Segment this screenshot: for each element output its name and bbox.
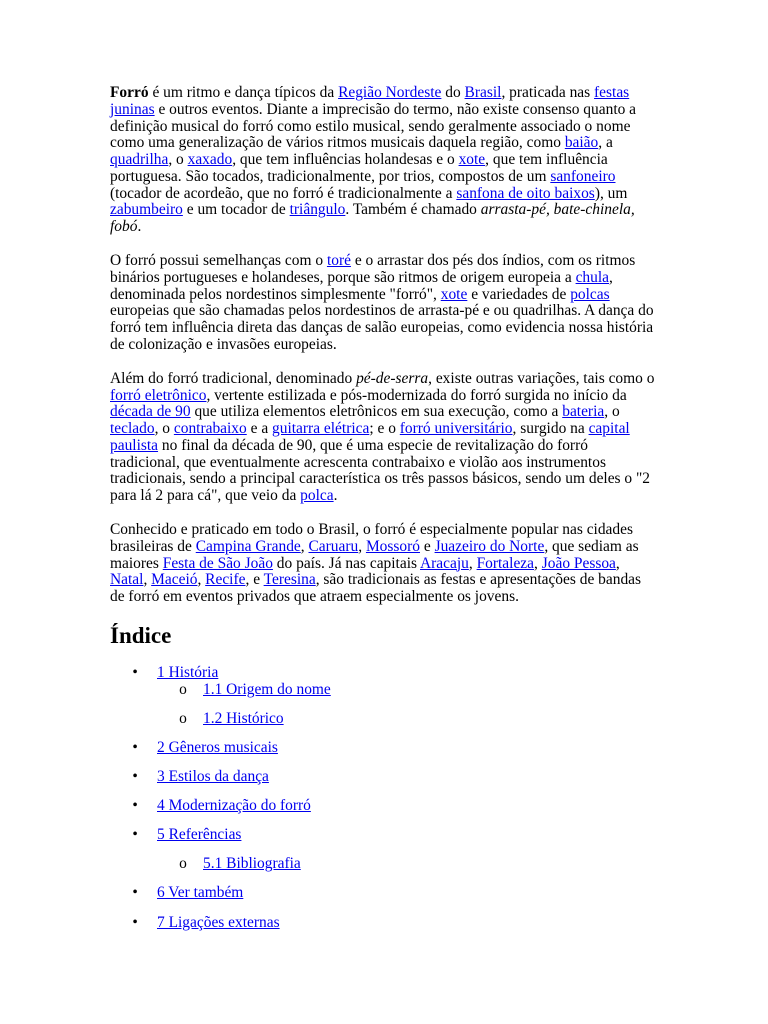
text-run: , são tradicionais as festas e apresentações de bandas (315, 571, 642, 589)
text-line (110, 539, 710, 556)
text-run: Além do forró tradicional, denominado (110, 369, 357, 387)
text-run: , que tem influência (485, 151, 608, 168)
text-run: ; e o (369, 420, 400, 437)
link-paulista[interactable]: paulista (110, 436, 159, 454)
link-juninas[interactable]: juninas (110, 100, 155, 118)
link-quadrilha[interactable]: quadrilha (110, 151, 169, 168)
text-line (110, 488, 710, 505)
text-line (110, 438, 710, 455)
text-run: . Também é chamado (345, 201, 481, 219)
text-run: ), um (594, 184, 628, 202)
circle-bullet-icon: o (179, 680, 187, 698)
link-festas[interactable]: festas (594, 84, 630, 101)
link-capital[interactable]: capital (588, 420, 630, 437)
text-run: e um tocador de (182, 201, 290, 219)
text-run: . (137, 218, 142, 235)
text-run: , a (598, 134, 613, 152)
text-run: . (333, 487, 338, 504)
article-paragraph (110, 522, 710, 606)
text-line (110, 572, 710, 589)
bullet-icon: • (132, 768, 138, 786)
bold-term: Forró (110, 84, 149, 101)
toc-link-1-2-historico[interactable]: 1.2 Histórico (203, 709, 284, 727)
toc-link-1-1-origem-do-nome[interactable]: 1.1 Origem do nome (203, 680, 331, 698)
text-line (110, 589, 710, 606)
toc-item (132, 826, 710, 873)
text-line (110, 152, 710, 169)
text-line (110, 135, 710, 152)
text-run: , (468, 554, 477, 572)
text-line (110, 186, 710, 203)
text-run: , o (168, 151, 188, 168)
text-line (110, 219, 710, 236)
toc-item (132, 884, 710, 902)
text-run: O forró possui semelhanças com o (110, 252, 327, 269)
toc-link-4-modernizacao-do-forro[interactable]: 4 Modernização do forró (157, 797, 311, 815)
text-run: , (300, 537, 309, 555)
link-regiao-nordeste[interactable]: Região Nordeste (338, 84, 442, 101)
link-maceio[interactable]: Maceió (151, 571, 198, 589)
text-line (110, 455, 710, 472)
italic-text: fobó (110, 218, 138, 235)
link-contrabaixo[interactable]: contrabaixo (173, 420, 247, 437)
link-mossoro[interactable]: Mossoró (365, 537, 420, 555)
text-run: definição musical do forró como estilo musical, sendo geralmente associado o nome (110, 117, 631, 135)
text-run: denominada pelos nordestinos simplesmente "forró", (110, 285, 441, 303)
text-line (110, 253, 710, 270)
text-run: de forró em eventos privados que atraem especialmente os jovens. (110, 588, 519, 605)
article-paragraph (110, 85, 710, 236)
toc-subitem (179, 855, 710, 873)
link-polcas[interactable]: polcas (570, 285, 610, 303)
link-caruaru[interactable]: Caruaru (308, 537, 359, 555)
text-line (110, 287, 710, 304)
article-body (110, 85, 710, 606)
article-paragraph (110, 371, 710, 505)
text-line (110, 371, 710, 388)
text-run: é um ritmo e dança típicos da (148, 84, 339, 101)
text-run: brasileiras de (110, 537, 196, 555)
link-baiao[interactable]: baião (564, 134, 599, 152)
text-line (110, 556, 710, 573)
text-run: , o (154, 420, 174, 437)
link-zabumbeiro[interactable]: zabumbeiro (110, 201, 183, 219)
text-run: , praticada nas (501, 84, 595, 101)
bullet-icon: • (132, 664, 138, 681)
text-run: e o arrastar dos pés dos índios, com os ritmos (350, 252, 636, 269)
text-line (110, 119, 710, 136)
text-line (110, 202, 710, 219)
text-line (110, 169, 710, 186)
text-line (110, 270, 710, 287)
toc-subitem (179, 709, 710, 728)
circle-bullet-icon: o (179, 855, 187, 873)
link-fortaleza[interactable]: Fortaleza (476, 554, 535, 572)
text-run: , (143, 571, 152, 589)
bullet-icon: • (132, 826, 138, 844)
text-run: , existe outras variações, tais como o (428, 369, 655, 387)
text-run: , (615, 554, 620, 572)
toc-link-7-ligacoes-externas[interactable]: 7 Ligações externas (157, 913, 280, 931)
text-line (110, 404, 710, 421)
link-brasil[interactable]: Brasil (464, 84, 502, 101)
toc-item (132, 913, 710, 932)
text-run: que utiliza elementos eletrônicos em sua execução, como a (190, 403, 563, 421)
toc-item (132, 664, 710, 728)
text-run: e variedades de (467, 285, 571, 303)
text-run: de colonização e invasões europeias. (110, 335, 337, 353)
text-run: e outros eventos. Diante a imprecisão do termo, não existe consenso quanto a (154, 100, 637, 118)
text-run: , surgido na (512, 420, 589, 437)
link-decada-de-90[interactable]: década de 90 (110, 403, 191, 421)
link-forro-eletronico[interactable]: forró eletrônico (110, 386, 207, 404)
link-xote[interactable]: xote (440, 285, 468, 303)
text-line (110, 85, 710, 102)
link-triangulo[interactable]: triângulo (289, 201, 346, 219)
toc-subitem (179, 680, 710, 699)
bullet-icon: • (132, 913, 138, 931)
text-run: , (609, 268, 613, 286)
text-run: portuguesa. São tocados, tradicionalmente, por trios, compostos de um (110, 167, 551, 185)
link-sanfona-de-oito-baixos[interactable]: sanfona de oito baixos (456, 184, 595, 202)
text-run: (tocador de acordeão, que no forró é tradicionalmente a (110, 184, 457, 202)
text-run: , (197, 571, 206, 589)
text-line (110, 102, 710, 119)
text-line (110, 320, 710, 337)
link-guitarra-eletrica[interactable]: guitarra elétrica (272, 420, 370, 437)
link-forro-universitario[interactable]: forró universitário (399, 420, 513, 437)
text-run: para lá 2 para cá", que veio da (110, 487, 301, 504)
link-aracaju[interactable]: Aracaju (420, 554, 469, 572)
link-natal[interactable]: Natal (110, 571, 144, 589)
toc-sublist (157, 682, 710, 728)
text-run: forró tem influência direta das danças de salão europeias, como evidencia nossa história (110, 319, 654, 336)
link-recife[interactable]: Recife (205, 571, 246, 589)
toc-heading: Índice (110, 623, 172, 648)
link-festa-de-sao-joao[interactable]: Festa de São João (162, 554, 273, 572)
link-teclado[interactable]: teclado (110, 420, 155, 437)
toc-link-2-generos-musicais[interactable]: 2 Gêneros musicais (157, 738, 278, 756)
text-run: europeias que são chamadas pelos nordestinos de arrasta-pé e ou quadrilhas. A dança do (110, 302, 654, 320)
article-paragraph (110, 253, 710, 354)
text-line (110, 337, 710, 354)
link-xaxado[interactable]: xaxado (187, 151, 233, 168)
text-run: , vertente estilizada e pós-modernizada do forró surgida no início da (206, 386, 627, 404)
text-run: e (419, 537, 435, 555)
link-tore[interactable]: toré (326, 252, 351, 269)
text-run: do país. Já nas capitais (272, 554, 420, 572)
text-run: , o (604, 403, 620, 421)
text-run: binários portugueses e holandeses, porque são ritmos de origem europeia a (110, 268, 576, 286)
text-run: do (441, 84, 465, 101)
text-run: no final da década de 90, que é uma especie de revitalização do forró (158, 436, 588, 454)
text-line (110, 421, 710, 438)
toc-link-3-estilos-da-danca[interactable]: 3 Estilos da dança (157, 768, 269, 786)
toc-sublist (157, 856, 710, 873)
text-run: tradicional, que eventualmente acrescenta contrabaixo e violão aos instrumentos (110, 453, 606, 471)
link-teresina[interactable]: Teresina (263, 571, 316, 589)
link-chula[interactable]: chula (575, 268, 610, 286)
italic-text: pé-de-serra (356, 369, 429, 387)
link-sanfoneiro[interactable]: sanfoneiro (550, 167, 616, 185)
text-run: e a (246, 420, 273, 437)
toc-item (132, 768, 710, 786)
text-run: Conhecido e praticado em todo o Brasil, o forró é especialmente popular nas cidades (110, 521, 633, 538)
text-run: maiores (110, 554, 163, 572)
text-run: , (358, 537, 366, 555)
text-line (110, 522, 710, 539)
bullet-icon: • (132, 797, 138, 815)
link-juazeiro-do-norte[interactable]: Juazeiro do Norte (434, 537, 545, 555)
document-page (110, 85, 710, 944)
text-run: tradicionais, sendo a principal característica os três passos básicos, sendo um deles o "2 (110, 470, 651, 488)
text-line (110, 303, 710, 320)
bullet-icon: • (132, 738, 138, 756)
link-campina-grande[interactable]: Campina Grande (195, 537, 301, 555)
text-run: , que tem influências holandesas e o (232, 151, 459, 168)
link-bateria[interactable]: bateria (562, 403, 605, 421)
toc-item (132, 738, 710, 757)
toc-link-1-historia[interactable]: 1 História (157, 664, 219, 681)
text-run: como uma generalização de vários ritmos musicais daquela região, como (110, 134, 565, 152)
toc-link-6-ver-tambem[interactable]: 6 Ver também (157, 884, 244, 902)
text-run: , e (245, 571, 264, 589)
toc-link-5-referencias[interactable]: 5 Referências (157, 826, 242, 844)
italic-text: arrasta-pé, bate-chinela, (480, 201, 635, 219)
text-line (110, 471, 710, 488)
text-run: , (534, 554, 542, 572)
bullet-icon: • (132, 884, 138, 902)
text-line (110, 388, 710, 405)
toc-item (132, 797, 710, 815)
text-run: , que sediam as (544, 537, 639, 555)
link-xote[interactable]: xote (458, 151, 486, 168)
link-polca[interactable]: polca (300, 487, 334, 504)
circle-bullet-icon: o (179, 709, 187, 727)
link-joao-pessoa[interactable]: João Pessoa (541, 554, 616, 572)
toc-link-5-1-bibliografia[interactable]: 5.1 Bibliografia (203, 855, 301, 873)
table-of-contents (110, 665, 710, 931)
